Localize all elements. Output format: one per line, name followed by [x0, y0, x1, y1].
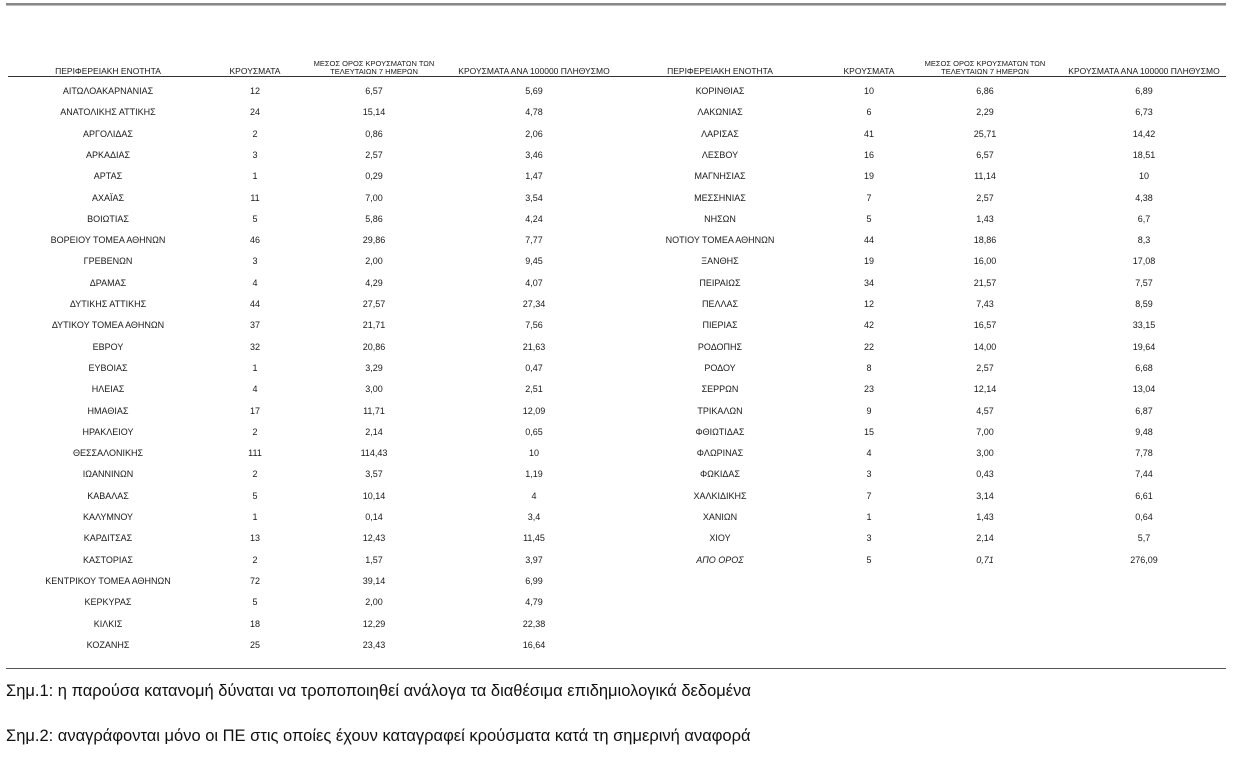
- cell-cases: 12: [863, 299, 874, 309]
- cell-avg7: 3,29: [365, 362, 383, 373]
- left-header-cases: ΚΡΟΥΣΜΑΤΑ: [229, 66, 281, 77]
- cell-region: ΑΡΚΑΔΙΑΣ: [85, 149, 131, 160]
- cell-cases: 5: [252, 490, 258, 501]
- left-header-region: ΠΕΡΙΦΕΡΕΙΑΚΗ ΕΝΟΤΗΤΑ: [55, 66, 161, 77]
- cell-per100k: 1,47: [525, 171, 543, 182]
- cell-cases: 16: [863, 149, 874, 160]
- cell-per100k: 6,99: [525, 575, 543, 586]
- cell-avg7: 21,71: [362, 320, 386, 331]
- cell-cases: 5: [252, 597, 258, 608]
- cell-avg7: 14,00: [973, 341, 997, 352]
- cell-avg7: 3,14: [976, 490, 994, 501]
- cell-region: ΑΝΑΤΟΛΙΚΗΣ ΑΤΤΙΚΗΣ: [60, 107, 156, 118]
- right-header-per100k: ΚΡΟΥΣΜΑΤΑ ΑΝΑ 100000 ΠΛΗΘΥΣΜΟ: [1068, 66, 1220, 77]
- cell-avg7: 2,14: [365, 426, 383, 437]
- cell-per100k: 6,68: [1135, 362, 1153, 373]
- cell-cases: 44: [249, 299, 260, 309]
- cell-avg7: 16,00: [973, 256, 997, 267]
- cell-region: ΚΟΖΑΝΗΣ: [86, 639, 130, 650]
- cell-cases: 10: [863, 86, 874, 96]
- left-header-avg: ΜΕΣΟΣ ΟΡΟΣ ΚΡΟΥΣΜΑΤΩΝ ΤΩΝ ΤΕΛΕΥΤΑΙΩΝ 7 ΗΜΕΡΩΝ: [313, 59, 435, 77]
- cell-per100k: 8,59: [1135, 299, 1153, 309]
- cell-cases: 37: [249, 320, 260, 331]
- cell-per100k: 21,63: [522, 341, 546, 352]
- cell-per100k: 0,64: [1135, 512, 1153, 522]
- cell-region: ΕΒΡΟΥ: [92, 341, 124, 352]
- cell-region: ΛΑΚΩΝΙΑΣ: [697, 107, 743, 118]
- cell-region: ΚΑΛΥΜΝΟΥ: [82, 512, 134, 522]
- cell-per100k: 11,45: [523, 533, 545, 544]
- cell-avg7: 1,43: [976, 213, 994, 224]
- cell-avg7: 2,00: [365, 597, 383, 608]
- cell-region: ΧΙΟΥ: [709, 533, 731, 544]
- cell-cases: 2: [252, 128, 258, 139]
- cell-avg7: 12,29: [362, 618, 386, 629]
- cell-per100k: 9,45: [525, 256, 543, 267]
- cell-avg7: 27,57: [362, 299, 386, 309]
- cell-avg7: 12,14: [973, 384, 997, 395]
- cell-avg7: 25,71: [973, 128, 997, 139]
- cell-cases: 44: [863, 235, 874, 246]
- cell-region: ΞΑΝΘΗΣ: [701, 256, 739, 267]
- cell-region: ΔΡΑΜΑΣ: [89, 277, 127, 288]
- cell-region: ΚΕΝΤΡΙΚΟΥ ΤΟΜΕΑ ΑΘΗΝΩΝ: [45, 575, 171, 586]
- cell-avg7: 12,43: [362, 533, 386, 544]
- cell-avg7: 6,57: [976, 149, 994, 160]
- cell-region: ΠΙΕΡΙΑΣ: [702, 320, 738, 331]
- cell-cases: 2: [252, 469, 258, 480]
- cell-per100k: 7,57: [1135, 277, 1153, 288]
- cell-avg7: 21,57: [973, 277, 997, 288]
- cell-cases: 1: [252, 171, 258, 182]
- cell-cases: 3: [252, 256, 258, 267]
- cell-region: ΚΑΣΤΟΡΙΑΣ: [83, 554, 133, 565]
- cell-region: ΙΩΑΝΝΙΝΩΝ: [82, 469, 134, 480]
- cell-cases: 111: [248, 448, 262, 459]
- cell-cases: 32: [249, 341, 260, 352]
- cell-avg7: 20,86: [362, 341, 386, 352]
- cell-avg7: 39,14: [362, 575, 386, 586]
- cell-avg7: 3,00: [976, 448, 994, 459]
- cell-avg7: 0,86: [365, 128, 383, 139]
- cell-cases: 42: [863, 320, 874, 331]
- cell-avg7: 2,14: [976, 533, 994, 544]
- cell-region: ΑΡΤΑΣ: [93, 171, 123, 182]
- cell-cases: 7: [866, 490, 872, 501]
- cell-avg7: 2,57: [976, 192, 994, 203]
- note-2: Σημ.2: αναγράφονται μόνο οι ΠΕ στις οποίες έχουν καταγραφεί κρούσματα κατά τη σημερινή αναφορά: [6, 727, 751, 745]
- right-header-region: ΠΕΡΙΦΕΡΕΙΑΚΗ ΕΝΟΤΗΤΑ: [667, 66, 773, 77]
- cell-per100k: 13,04: [1132, 384, 1156, 395]
- cell-per100k: 2,51: [525, 384, 543, 395]
- cell-cases: 15: [863, 426, 874, 437]
- cell-avg7: 4,29: [365, 277, 383, 288]
- cell-cases: 19: [863, 171, 874, 182]
- cell-region: ΒΟΙΩΤΙΑΣ: [87, 213, 129, 224]
- cell-per100k: 6,73: [1135, 107, 1153, 118]
- cell-cases: 34: [863, 277, 874, 288]
- cell-cases: 5: [866, 554, 872, 565]
- cell-cases: 25: [249, 639, 260, 650]
- cell-avg7: 0,43: [976, 469, 994, 480]
- cell-avg7: 4,57: [976, 405, 994, 416]
- cell-region: ΑΠΟ ΟΡΟΣ: [696, 554, 744, 565]
- cell-region: ΧΑΛΚΙΔΙΚΗΣ: [693, 490, 747, 501]
- cell-cases: 1: [252, 512, 258, 522]
- cell-cases: 2: [252, 426, 258, 437]
- cell-per100k: 276,09: [1130, 554, 1158, 565]
- cell-region: ΒΟΡΕΙΟΥ ΤΟΜΕΑ ΑΘΗΝΩΝ: [50, 235, 166, 246]
- cell-avg7: 0,71: [976, 554, 994, 565]
- cell-per100k: 10: [528, 448, 539, 459]
- cell-avg7: 10,14: [362, 490, 386, 501]
- cell-avg7: 7,43: [976, 299, 994, 309]
- cell-per100k: 4,24: [525, 213, 543, 224]
- cell-region: ΦΛΩΡΙΝΑΣ: [696, 448, 744, 459]
- cell-cases: 7: [866, 192, 872, 203]
- cell-cases: 46: [249, 235, 260, 246]
- cell-region: ΠΕΛΛΑΣ: [701, 299, 739, 309]
- cell-per100k: 5,7: [1137, 533, 1151, 544]
- cell-per100k: 22,38: [522, 618, 546, 629]
- cell-per100k: 18,51: [1132, 149, 1156, 160]
- cell-region: ΝΟΤΙΟΥ ΤΟΜΕΑ ΑΘΗΝΩΝ: [665, 235, 775, 246]
- right-header-rule: [620, 76, 1226, 77]
- cell-avg7: 16,57: [973, 320, 997, 331]
- cell-region: ΦΘΙΩΤΙΔΑΣ: [695, 426, 745, 437]
- cell-region: ΗΛΕΙΑΣ: [91, 384, 125, 395]
- cell-per100k: 14,42: [1132, 128, 1156, 139]
- cell-region: ΗΜΑΘΙΑΣ: [87, 405, 129, 416]
- right-header-avg: ΜΕΣΟΣ ΟΡΟΣ ΚΡΟΥΣΜΑΤΩΝ ΤΩΝ ΤΕΛΕΥΤΑΙΩΝ 7 ΗΜΕΡΩΝ: [924, 59, 1046, 77]
- cell-cases: 23: [863, 384, 874, 395]
- cell-region: ΑΡΓΟΛΙΔΑΣ: [83, 128, 133, 139]
- cell-per100k: 4,38: [1135, 192, 1153, 203]
- cell-region: ΣΕΡΡΩΝ: [701, 384, 739, 395]
- cell-per100k: 7,78: [1135, 448, 1153, 459]
- cell-per100k: 7,44: [1135, 469, 1153, 480]
- cell-per100k: 7,56: [525, 320, 543, 331]
- cell-per100k: 8,3: [1137, 235, 1151, 246]
- cell-region: ΝΗΣΩΝ: [704, 213, 736, 224]
- cell-per100k: 10: [1138, 171, 1149, 182]
- cell-cases: 1: [866, 512, 872, 522]
- cell-region: ΘΕΣΣΑΛΟΝΙΚΗΣ: [72, 448, 144, 459]
- cell-per100k: 4,07: [525, 277, 543, 288]
- cell-region: ΑΙΤΩΛΟΑΚΑΡΝΑΝΙΑΣ: [62, 86, 154, 96]
- note-1: Σημ.1: η παρούσα κατανομή δύναται να τροποποιηθεί ανάλογα τα διαθέσιμα επιδημιολογικά δεδομένα: [6, 682, 751, 700]
- cell-per100k: 7,77: [525, 235, 543, 246]
- cell-region: ΦΩΚΙΔΑΣ: [700, 469, 740, 480]
- cell-avg7: 2,57: [365, 149, 383, 160]
- cell-per100k: 0,65: [525, 426, 543, 437]
- cell-per100k: 4,79: [525, 597, 543, 608]
- cell-per100k: 5,69: [525, 86, 543, 96]
- cell-per100k: 6,61: [1135, 490, 1153, 501]
- cell-avg7: 6,86: [976, 86, 994, 96]
- cell-cases: 5: [866, 213, 872, 224]
- cell-avg7: 2,29: [976, 107, 994, 118]
- cell-per100k: 1,19: [525, 469, 543, 480]
- cell-region: ΚΑΒΑΛΑΣ: [87, 490, 129, 501]
- cell-avg7: 0,14: [365, 512, 383, 522]
- cell-cases: 4: [252, 277, 258, 288]
- cell-avg7: 1,57: [365, 554, 383, 565]
- cell-avg7: 2,57: [976, 362, 994, 373]
- cell-region: ΡΟΔΟΥ: [704, 362, 736, 373]
- cell-cases: 3: [866, 533, 872, 544]
- cell-avg7: 3,00: [365, 384, 383, 395]
- bottom-rule: [6, 668, 1226, 669]
- cell-cases: 24: [249, 107, 260, 118]
- cell-per100k: 3,97: [525, 554, 543, 565]
- cell-avg7: 5,86: [365, 213, 383, 224]
- cell-cases: 17: [249, 405, 260, 416]
- cell-cases: 22: [863, 341, 874, 352]
- cell-region: ΚΕΡΚΥΡΑΣ: [84, 597, 132, 608]
- cell-region: ΤΡΙΚΑΛΩΝ: [697, 405, 743, 416]
- cell-avg7: 15,14: [362, 107, 386, 118]
- cell-avg7: 114,43: [360, 448, 388, 459]
- cell-per100k: 3,46: [525, 149, 543, 160]
- cell-avg7: 23,43: [362, 639, 386, 650]
- cell-per100k: 2,06: [525, 128, 543, 139]
- cell-region: ΡΟΔΟΠΗΣ: [697, 341, 743, 352]
- cell-cases: 8: [866, 362, 872, 373]
- cell-avg7: 1,43: [976, 512, 994, 522]
- cell-per100k: 3,54: [525, 192, 543, 203]
- cell-cases: 9: [866, 405, 872, 416]
- cell-region: ΧΑΝΙΩΝ: [702, 512, 738, 522]
- cell-avg7: 3,57: [365, 469, 383, 480]
- cell-avg7: 0,29: [365, 171, 383, 182]
- cell-avg7: 18,86: [973, 235, 997, 246]
- cell-region: ΕΥΒΟΙΑΣ: [88, 362, 128, 373]
- left-header-per100k: ΚΡΟΥΣΜΑΤΑ ΑΝΑ 100000 ΠΛΗΘΥΣΜΟ: [458, 66, 610, 77]
- cell-region: ΔΥΤΙΚΟΥ ΤΟΜΕΑ ΑΘΗΝΩΝ: [51, 320, 165, 331]
- cell-cases: 72: [249, 575, 260, 586]
- cell-per100k: 6,7: [1137, 213, 1151, 224]
- cell-cases: 41: [863, 128, 874, 139]
- cell-avg7: 6,57: [365, 86, 383, 96]
- cell-region: ΚΑΡΔΙΤΣΑΣ: [83, 533, 133, 544]
- cell-per100k: 16,64: [522, 639, 546, 650]
- cell-region: ΔΥΤΙΚΗΣ ΑΤΤΙΚΗΣ: [69, 299, 147, 309]
- cell-region: ΛΑΡΙΣΑΣ: [701, 128, 739, 139]
- cell-region: ΜΑΓΝΗΣΙΑΣ: [694, 171, 746, 182]
- cell-cases: 5: [252, 213, 258, 224]
- cell-cases: 13: [249, 533, 260, 544]
- cell-per100k: 27,34: [522, 299, 546, 309]
- cell-avg7: 11,71: [363, 405, 385, 416]
- cell-cases: 18: [249, 618, 260, 629]
- cell-avg7: 2,00: [365, 256, 383, 267]
- cell-cases: 19: [863, 256, 874, 267]
- cell-avg7: 7,00: [365, 192, 383, 203]
- cell-per100k: 6,87: [1135, 405, 1153, 416]
- left-header-rule: [8, 76, 622, 77]
- top-border-rule: [6, 3, 1226, 6]
- cell-per100k: 3,4: [527, 512, 541, 522]
- cell-cases: 4: [866, 448, 872, 459]
- cell-cases: 3: [866, 469, 872, 480]
- cell-region: ΚΟΡΙΝΘΙΑΣ: [695, 86, 745, 96]
- right-header-cases: ΚΡΟΥΣΜΑΤΑ: [843, 66, 895, 77]
- cell-per100k: 6,89: [1135, 86, 1153, 96]
- cell-region: ΚΙΛΚΙΣ: [93, 618, 123, 629]
- cell-region: ΗΡΑΚΛΕΙΟΥ: [82, 426, 134, 437]
- cell-region: ΑΧΑΪΑΣ: [91, 192, 125, 203]
- cell-cases: 6: [866, 107, 872, 118]
- cell-cases: 1: [252, 362, 258, 373]
- cell-cases: 2: [252, 554, 258, 565]
- cell-per100k: 19,64: [1132, 341, 1156, 352]
- cell-region: ΠΕΙΡΑΙΩΣ: [699, 277, 741, 288]
- cell-per100k: 4: [531, 490, 537, 501]
- cell-cases: 11: [250, 192, 260, 203]
- cell-region: ΛΕΣΒΟΥ: [701, 149, 739, 160]
- cell-per100k: 4,78: [525, 107, 543, 118]
- cell-per100k: 12,09: [522, 405, 546, 416]
- cell-region: ΓΡΕΒΕΝΩΝ: [83, 256, 133, 267]
- cell-per100k: 33,15: [1132, 320, 1156, 331]
- cell-cases: 4: [252, 384, 258, 395]
- cell-region: ΜΕΣΣΗΝΙΑΣ: [694, 192, 746, 203]
- cell-cases: 12: [249, 86, 260, 96]
- cell-avg7: 7,00: [976, 426, 994, 437]
- cell-per100k: 9,48: [1135, 426, 1153, 437]
- cell-per100k: 17,08: [1132, 256, 1156, 267]
- cell-per100k: 0,47: [525, 362, 543, 373]
- cell-avg7: 11,14: [974, 171, 996, 182]
- cell-cases: 3: [252, 149, 258, 160]
- cell-avg7: 29,86: [362, 235, 386, 246]
